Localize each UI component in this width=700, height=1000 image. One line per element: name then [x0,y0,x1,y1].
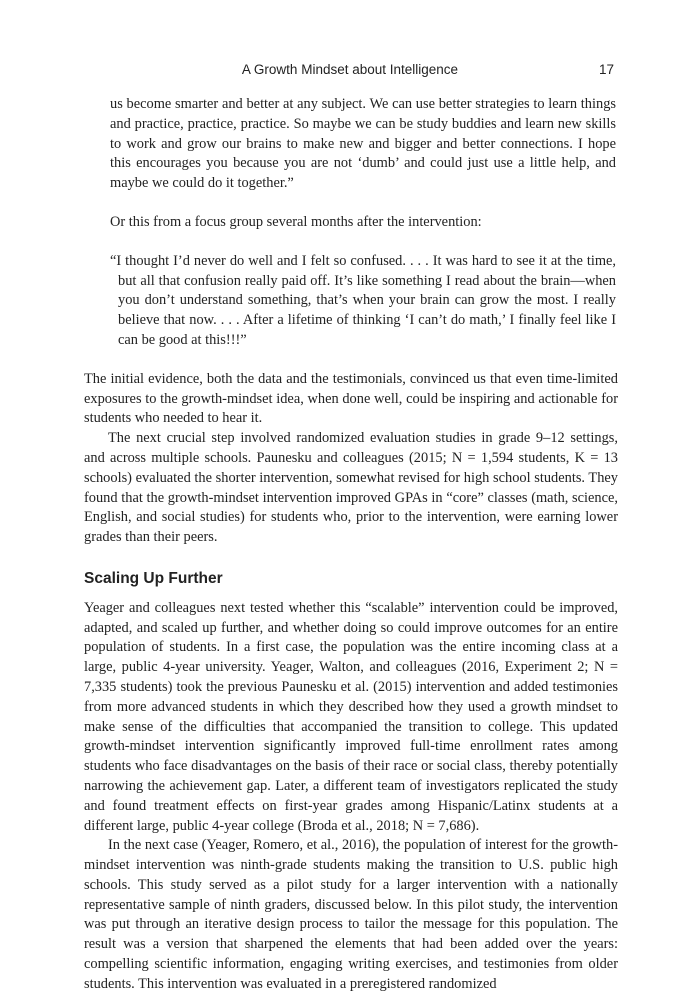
lead-in-paragraph: Or this from a focus group several months after the intervention: [110,213,482,230]
section-heading: Scaling Up Further [84,569,223,587]
paragraph-initial-evidence: The initial evidence, both the data and the testimonials, convinced us that even time-limited exposures to the growth-mindset idea, when done well, could be inspiring and actionable for students who needed to hear it. [84,370,618,427]
quote-continued-paragraph: us become smarter and better at any subject. We can use better strategies to learn things and practice, practice, practice. So maybe we can be study buddies and learn new skills to work and grow our brains to make new and bigger and better connections. I hope this encourages you because you are not ‘dumb’ and could just use a little help, and maybe we could do it together.” [110,96,616,192]
paragraph-scaling-up: Yeager and colleagues next tested whether this “scalable” intervention could be improved, adapted, and scaled up further, and whether doing so could improve outcomes for an entire population of students. In a first case, the population was the entire incoming class at a large, public 4-year university. Yeager, Walton, and colleagues (2016, Experiment 2; N = 7,335 students) took the previous Paunesku et al. (2015) intervention and added testimonies from more advanced students in which they described how they used a growth mindset to make sense of the difficulties that accompanied the transition to college. This updated growth-mindset intervention significantly improved full-time enrollment rates among students who face disadvantages on the basis of their race or social class, thereby potentially narrowing the achievement gap. Later, a different team of investigators replicated the study and found treatment effects on first-year grades among Hispanic/Latinx students at a different large, public 4-year college (Broda et al., 2018; N = 7,686). [84,599,618,834]
body-text [84,95,618,995]
running-title: A Growth Mindset about Intelligence [241,62,459,77]
focus-group-quote: “I thought I’d never do well and I felt so confused. . . . It was hard to see it at the time, but all that confusion really paid off. It’s like something I read about the brain—when you don’t understand something, that’s when your brain can grow the most. I really believe that now. . . . After a lifetime of thinking ‘I can’t do math,’ I finally feel like I can be good at this!!!” [110,252,616,348]
paragraph-next-step: The next crucial step involved randomized evaluation studies in grade 9–12 settings, and across multiple schools. Paunesku and colleagues (2015; N = 1,594 students, K = 13 schools) evaluated the shorter intervention, somewhat revised for high school students. They found that the growth-mindset intervention improved GPAs in “core” classes (math, science, English, and social studies) for students who, prior to the intervention, were earning lower grades than their peers. [84,430,618,546]
running-head [0,62,700,82]
page-number: 17 [598,62,614,77]
paragraph-next-case: In the next case (Yeager, Romero, et al., 2016), the population of interest for the growth-mindset intervention was ninth-grade students making the transition to U.S. public high schools. This study served as a pilot study for a larger intervention with a nationally representative sample of ninth graders, discussed below. In this pilot study, the intervention was put through an iterative design process to tailor the message for this population. The result was a version that sharpened the elements that had been added over the years: compelling scientific information, engaging writing exercises, and testimonies from older students. This intervention was evaluated in a preregistered randomized [84,837,618,992]
